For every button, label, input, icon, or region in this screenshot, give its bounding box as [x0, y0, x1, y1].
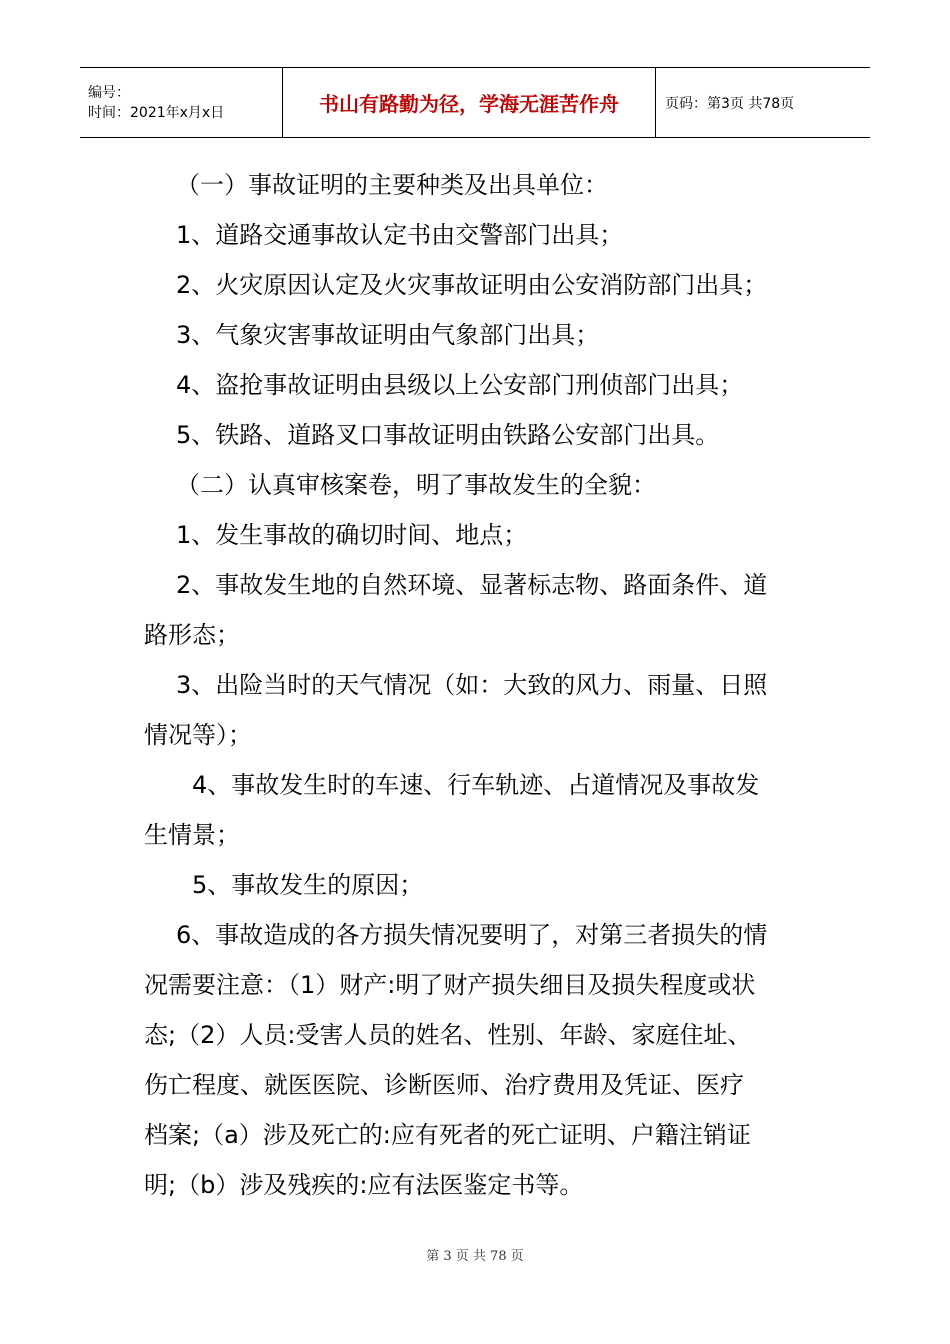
section-heading-1: （一）事故证明的主要种类及出具单位： — [176, 171, 608, 199]
list-item: 5、事故发生的原因； — [192, 871, 424, 899]
list-item: 4、事故发生时的车速、行车轨迹、占道情况及事故发 — [192, 771, 760, 799]
list-item: 1、道路交通事故认定书由交警部门出具； — [176, 221, 624, 249]
page-footer: 第 3 页 共 78 页 — [426, 1249, 524, 1264]
list-item: 1、发生事故的确切时间、地点； — [176, 521, 528, 549]
list-item: 2、火灾原因认定及火灾事故证明由公安消防部门出具； — [176, 271, 768, 299]
list-item-continued: 路形态； — [144, 621, 240, 649]
header-motto: 书山有路勤为径，学海无涯苦作舟 — [283, 68, 656, 137]
document-header — [80, 67, 870, 138]
list-item-continued: 档案;（a）涉及死亡的:应有死者的死亡证明、户籍注销证 — [144, 1121, 751, 1149]
serial-label: 编号： — [88, 84, 130, 101]
list-item: 3、出险当时的天气情况（如：大致的风力、雨量、日照 — [176, 671, 768, 699]
list-item: 5、铁路、道路叉口事故证明由铁路公安部门出具。 — [176, 421, 720, 449]
list-item-continued: 态;（2）人员:受害人员的姓名、性别、年龄、家庭住址、 — [144, 1021, 752, 1049]
document-body — [144, 160, 809, 1210]
list-item: 6、事故造成的各方损失情况要明了，对第三者损失的情 — [176, 921, 768, 949]
list-item-continued: 况需要注意：（1）财产:明了财产损失细目及损失程度或状 — [144, 971, 756, 999]
list-item: 4、盗抢事故证明由县级以上公安部门刑侦部门出具； — [176, 371, 744, 399]
list-item-continued: 情况等）； — [144, 721, 252, 749]
header-page-info: 页码：第3页 共78页 — [665, 95, 795, 112]
section-heading-2: （二）认真审核案卷，明了事故发生的全貌： — [176, 471, 656, 499]
list-item-continued: 明;（b）涉及残疾的:应有法医鉴定书等。 — [144, 1171, 584, 1199]
list-item-continued: 生情景； — [144, 821, 240, 849]
header-meta — [80, 68, 283, 137]
list-item: 3、气象灾害事故证明由气象部门出具； — [176, 321, 600, 349]
list-item: 2、事故发生地的自然环境、显著标志物、路面条件、道 — [176, 571, 768, 599]
list-item-continued: 伤亡程度、就医医院、诊断医师、治疗费用及凭证、医疗 — [144, 1071, 744, 1099]
time-label: 时间：2021年x月x日 — [88, 104, 225, 121]
